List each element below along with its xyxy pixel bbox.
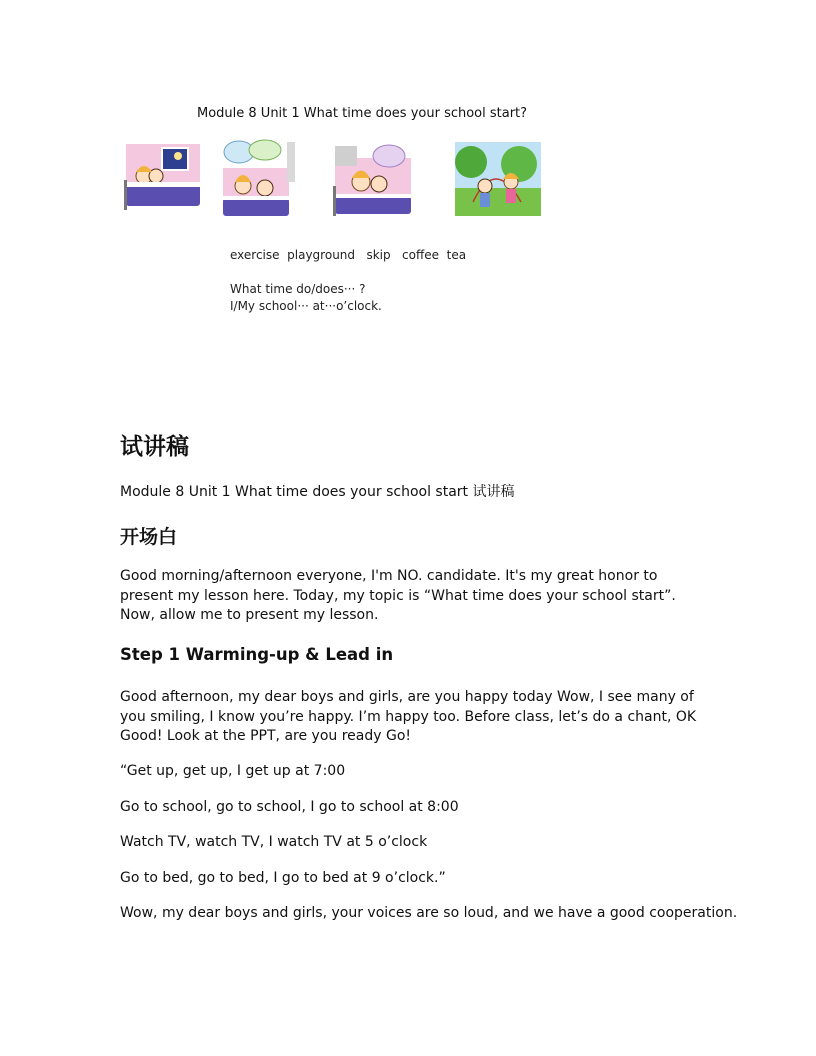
closing-line: Wow, my dear boys and girls, your voices are so loud, and we have a good cooperation.: [120, 905, 738, 921]
vocabulary-list: exercise playground skip coffee tea: [230, 248, 467, 262]
chant-line: Go to bed, go to bed, I go to bed at 9 o’clock.”: [120, 870, 446, 886]
opening-heading: 开场白: [120, 526, 178, 548]
pattern-question: What time do/does··· ?: [230, 282, 366, 296]
skipping-park-illustration: [455, 142, 541, 216]
chant-line: “Get up, get up, I get up at 7:00: [120, 763, 346, 779]
module-title: Module 8 Unit 1 What time does your school start?: [197, 106, 528, 121]
chant-line: Watch TV, watch TV, I watch TV at 5 o’clock: [120, 834, 428, 850]
opening-paragraph: Good morning/afternoon everyone, I'm NO. candidate. It's my great honor to present my lesson here. Today, my topic is “What time does your school start”. Now, allow me to present my lesson.: [120, 568, 676, 624]
document-subtitle: Module 8 Unit 1 What time does your school start 试讲稿: [120, 484, 515, 500]
chant-line: Go to school, go to school, I go to school at 8:00: [120, 799, 459, 815]
step1-heading: Step 1 Warming-up & Lead in: [120, 645, 394, 664]
waking-up-illustration: [333, 140, 413, 218]
bedtime-illustration: [122, 140, 204, 212]
morning-dream-illustration: [221, 138, 297, 220]
step1-paragraph: Good afternoon, my dear boys and girls, are you happy today Wow, I see many of you smiling, I know you’re happy. I’m happy too. Before class, let’s do a chant, OK Good! Look at the PPT, are you ready Go!: [120, 689, 697, 745]
sentence-pattern: [230, 281, 382, 315]
document-title: 试讲稿: [120, 434, 189, 460]
pattern-answer: I/My school··· at···o’clock.: [230, 299, 382, 313]
